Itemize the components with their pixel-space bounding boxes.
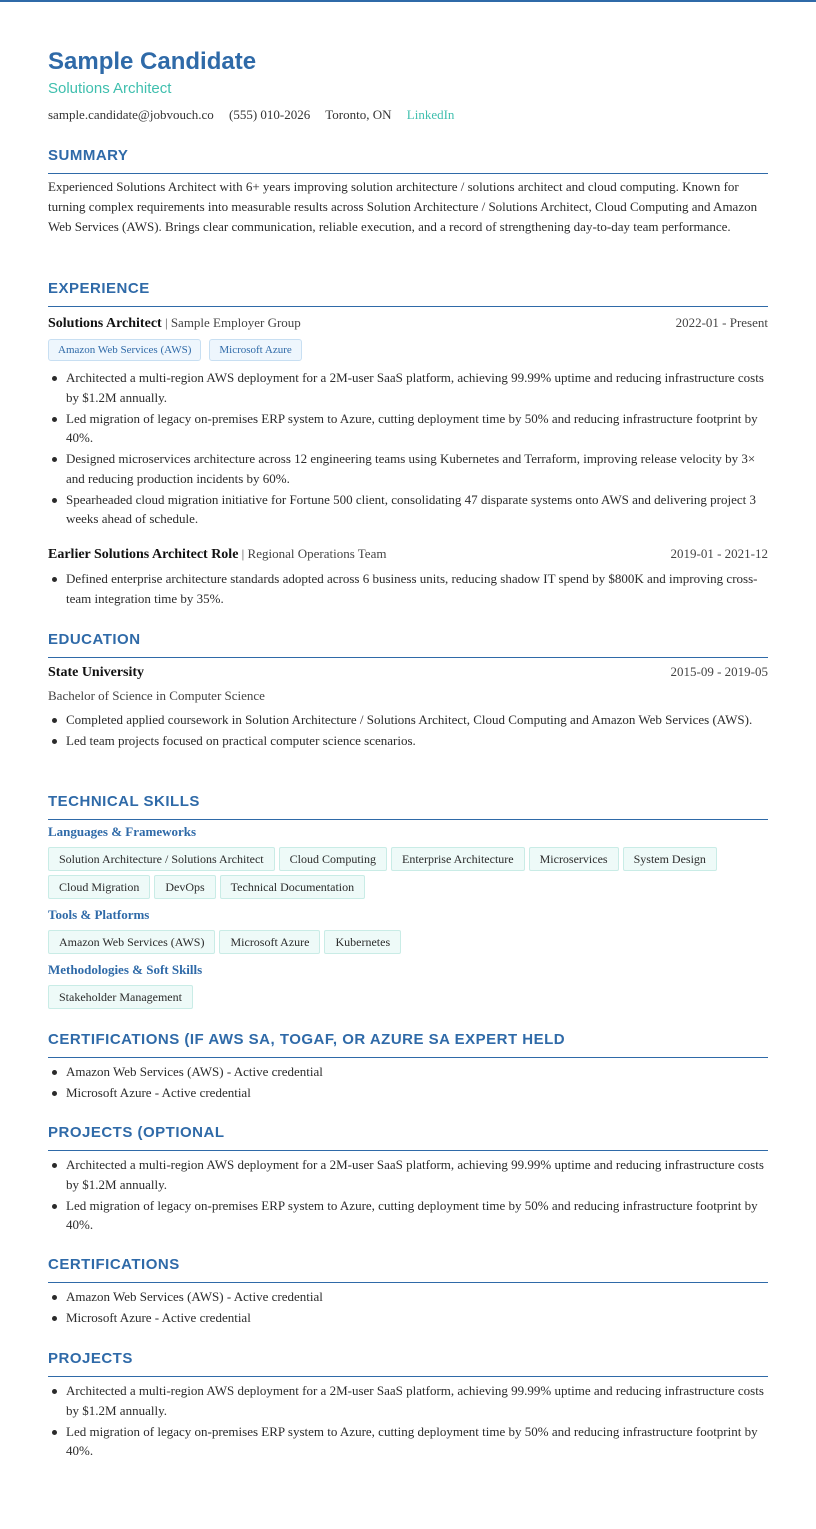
linkedin-link[interactable]: LinkedIn: [406, 107, 455, 122]
skill-group-label: Tools & Platforms: [48, 907, 150, 922]
job-bullets: [48, 569, 768, 610]
job-bullet: Led migration of legacy on-premises ERP system to Azure, cutting deployment time by 50% and reducing infrastructure footprint by 40%.: [66, 409, 768, 448]
job-bullet: Designed microservices architecture across 12 engineering teams using Kubernetes and Terraform, improving release velocity by 3× and reducing production incidents by 60%.: [66, 449, 768, 488]
skill-group: [48, 985, 768, 1013]
education-dates: 2015-09 - 2019-05: [670, 664, 768, 679]
education-bullet: Led team projects focused on practical computer science scenarios.: [66, 731, 768, 751]
title-separator: |: [164, 315, 171, 330]
contact-line: [48, 106, 466, 124]
skill-chip: Amazon Web Services (AWS): [48, 930, 215, 954]
certification-item: Amazon Web Services (AWS) - Active credential: [66, 1062, 768, 1082]
contact-location: Toronto, ON: [325, 107, 392, 122]
skill-chip: Microservices: [529, 847, 619, 871]
job-tags: [48, 339, 768, 361]
skill-chip: Cloud Migration: [48, 875, 150, 899]
skill-chip: Cloud Computing: [279, 847, 387, 871]
certifications-list: [48, 1287, 768, 1329]
certifications-heading: CERTIFICATIONS: [48, 1255, 768, 1283]
job-bullet: Architected a multi-region AWS deployment for a 2M-user SaaS platform, achieving 99.99% uptime and reducing infrastructure costs by $1.2M annually.: [66, 368, 768, 407]
contact-email[interactable]: sample.candidate@jobvouch.co: [48, 107, 214, 122]
job-employer: Sample Employer Group: [170, 315, 301, 330]
education-bullet: Completed applied coursework in Solution Architecture / Solutions Architect, Cloud Computing and Amazon Web Services (AWS).: [66, 710, 768, 730]
skill-group: [48, 930, 768, 958]
job-header: [48, 544, 768, 564]
experience-heading: EXPERIENCE: [48, 279, 768, 307]
skill-chip: Kubernetes: [324, 930, 401, 954]
job-bullet: Defined enterprise architecture standards adopted across 6 business units, reducing shadow IT spend by $800K and improving cross-team integration time by 35%.: [66, 569, 768, 608]
education-bullets: [48, 710, 768, 752]
certifications-conditional-heading: CERTIFICATIONS (IF AWS SA, TOGAF, OR AZURE SA EXPERT HELD: [48, 1030, 768, 1058]
skill-group: [48, 847, 768, 903]
skills-heading: TECHNICAL SKILLS: [48, 792, 768, 820]
skill-chip: Stakeholder Management: [48, 985, 193, 1009]
job-tag: Microsoft Azure: [209, 339, 301, 361]
candidate-name: Sample Candidate: [48, 48, 257, 75]
education-heading: EDUCATION: [48, 630, 768, 658]
job-bullet: Spearheaded cloud migration initiative for Fortune 500 client, consolidating 47 disparate systems onto AWS and delivering project 3 weeks ahead of schedule.: [66, 490, 768, 529]
skill-chip: System Design: [623, 847, 717, 871]
projects-optional-list: [48, 1155, 768, 1236]
contact-phone: (555) 010-2026: [229, 107, 311, 122]
job-bullets: [48, 368, 768, 530]
certifications-conditional-list: [48, 1062, 768, 1104]
job-dates: 2022-01 - Present: [675, 315, 768, 330]
title-separator: |: [241, 546, 248, 561]
top-accent-rule: [0, 0, 816, 2]
summary-heading: SUMMARY: [48, 146, 768, 174]
summary-text: Experienced Solutions Architect with 6+ years improving solution architecture / solutions architect and cloud computing. Known for turning complex requirements into measurable results across Solution Architecture / Solutions Architect, Cloud Computing and Amazon Web Services (AWS). Brings clear communication, reliable execution, and a record of strengthening day-to-day team performance.: [48, 179, 758, 234]
project-item: Led migration of legacy on-premises ERP system to Azure, cutting deployment time by 50% and reducing infrastructure footprint by 40%.: [66, 1422, 768, 1461]
job-title: Solutions Architect: [48, 316, 162, 331]
certification-item: Microsoft Azure - Active credential: [66, 1308, 768, 1328]
degree: Bachelor of Science in Computer Science: [48, 688, 265, 703]
skill-chip: Enterprise Architecture: [391, 847, 525, 871]
certification-item: Amazon Web Services (AWS) - Active credential: [66, 1287, 768, 1307]
skill-chip: Microsoft Azure: [219, 930, 320, 954]
school-name: State University: [48, 665, 145, 680]
job-header: [48, 313, 768, 333]
certification-item: Microsoft Azure - Active credential: [66, 1083, 768, 1103]
candidate-headline: Solutions Architect: [48, 80, 172, 97]
skill-group-label: Languages & Frameworks: [48, 824, 197, 839]
skill-chip: Solution Architecture / Solutions Architect: [48, 847, 275, 871]
job-tag: Amazon Web Services (AWS): [48, 339, 201, 361]
projects-optional-heading: PROJECTS (OPTIONAL: [48, 1123, 768, 1151]
skill-group-label: Methodologies & Soft Skills: [48, 962, 203, 977]
project-item: Architected a multi-region AWS deployment for a 2M-user SaaS platform, achieving 99.99% uptime and reducing infrastructure costs by $1.2M annually.: [66, 1155, 768, 1194]
education-header: [48, 662, 768, 682]
skill-chip: DevOps: [154, 875, 215, 899]
projects-list: [48, 1381, 768, 1462]
projects-heading: PROJECTS: [48, 1349, 768, 1377]
job-title: Earlier Solutions Architect Role: [48, 547, 239, 562]
project-item: Led migration of legacy on-premises ERP system to Azure, cutting deployment time by 50% and reducing infrastructure footprint by 40%.: [66, 1196, 768, 1235]
project-item: Architected a multi-region AWS deployment for a 2M-user SaaS platform, achieving 99.99% uptime and reducing infrastructure costs by $1.2M annually.: [66, 1381, 768, 1420]
job-dates: 2019-01 - 2021-12: [670, 546, 768, 561]
job-employer: Regional Operations Team: [247, 546, 387, 561]
skill-chip: Technical Documentation: [220, 875, 365, 899]
